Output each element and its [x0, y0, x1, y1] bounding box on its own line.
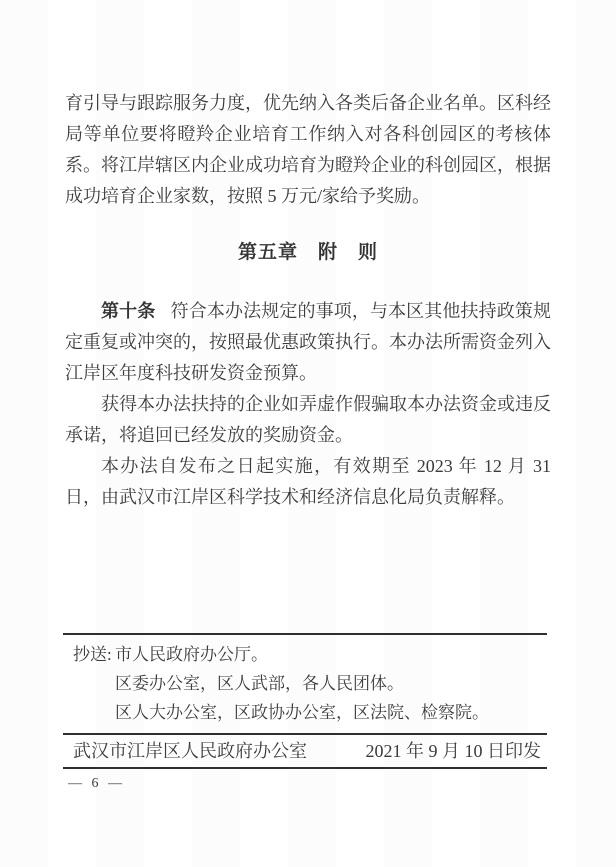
chapter-heading: 第五章 附 则 — [237, 242, 378, 263]
cc-line: 区人大办公室，区政协办公室，区法院、检察院。 — [115, 703, 489, 722]
cc-label: 抄送: — [73, 645, 112, 664]
cc-label-spacer — [73, 669, 115, 698]
article-number-label: 第十条 — [101, 301, 156, 321]
footer-rule-bottom — [63, 767, 547, 769]
print-date: 2021 年 9 月 10 日印发 — [365, 741, 541, 761]
paragraph-effective-date: 本办法自发布之日起实施，有效期至 2023 年 12 月 31 日，由武汉市江岸区科学技术和经济信息化局负责解释。 — [65, 456, 551, 507]
issuer-name: 武汉市江岸区人民政府办公室 — [73, 741, 307, 761]
paragraph-article — [65, 296, 551, 389]
cc-line: 区委办公室，区人武部，各人民团体。 — [115, 674, 404, 693]
cc-label-spacer — [73, 698, 115, 727]
paragraph-fraud-clause: 获得本办法扶持的企业如弄虚作假骗取本办法资金或违反承诺，将追回已经发放的奖励资金。 — [65, 394, 551, 445]
cc-block — [63, 635, 547, 733]
document-body — [65, 88, 551, 513]
cc-row — [73, 698, 547, 727]
document-footer — [63, 633, 547, 792]
cc-row — [73, 640, 547, 669]
article-text: 符合本办法规定的事项，与本区其他扶持政策规定重复或冲突的，按照最优惠政策执行。本办法所需资金列入江岸区年度科技研发资金预算。 — [65, 301, 552, 383]
cc-row — [73, 669, 547, 698]
cc-line: 市人民政府办公厅。 — [115, 645, 268, 664]
issuer-row — [63, 735, 547, 767]
page-number: — 6 — — [68, 776, 125, 791]
paragraph-opening: 育引导与跟踪服务力度，优先纳入各类后备企业名单。区科经局等单位要将瞪羚企业培育工作纳入对各科创园区的考核体系。将江岸辖区内企业成功培育为瞪羚企业的科创园区，根据成功培育企业家数，按照 5 万元/家给予奖励。 — [65, 93, 551, 206]
